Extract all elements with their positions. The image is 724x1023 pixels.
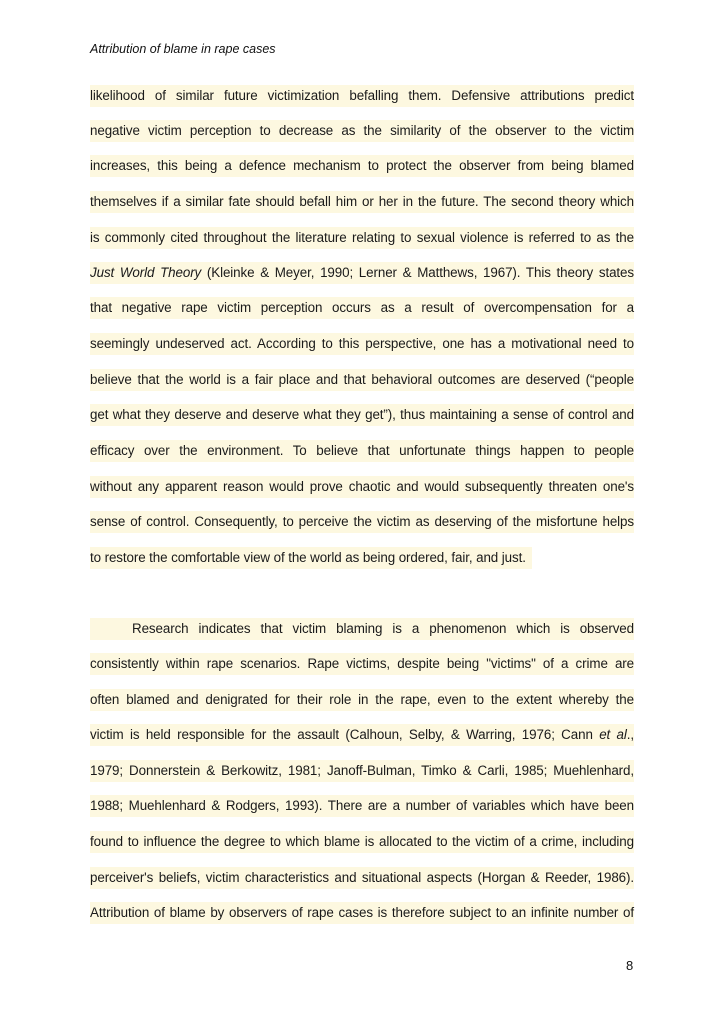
text-line: efficacy over the environment. To believe that unfortunate things happen to people — [90, 440, 634, 462]
text-fragment: victim is held responsible for the assault (Calhoun, Selby, & Warring, 1976; Cann — [90, 727, 593, 742]
text-line: found to influence the degree to which blame is allocated to the victim of a crime, including — [90, 831, 634, 853]
text-fragment: ., — [626, 727, 635, 742]
text-line — [90, 262, 634, 284]
text-line: without any apparent reason would prove chaotic and would subsequently threaten one's — [90, 476, 634, 498]
text-line: themselves if a similar fate should befall him or her in the future. The second theory which — [90, 191, 634, 213]
text-line — [90, 724, 634, 746]
italic-term: Just World Theory — [90, 265, 202, 280]
text-line: is commonly cited throughout the literature relating to sexual violence is referred to as the — [90, 227, 634, 249]
text-line: Attribution of blame by observers of rape cases is therefore subject to an infinite number of — [90, 902, 634, 924]
running-header: Attribution of blame in rape cases — [90, 42, 276, 56]
text-line: get what they deserve and deserve what they get”), thus maintaining a sense of control and — [90, 404, 634, 426]
text-line: sense of control. Consequently, to perceive the victim as deserving of the misfortune helps — [90, 511, 634, 533]
text-line: increases, this being a defence mechanism to protect the observer from being blamed — [90, 155, 634, 177]
italic-etal: et al — [599, 727, 627, 742]
text-line: perceiver's beliefs, victim characteristics and situational aspects (Horgan & Reeder, 1986). — [90, 867, 634, 889]
text-line: to restore the comfortable view of the world as being ordered, fair, and just. — [90, 547, 532, 569]
page-number: 8 — [626, 958, 634, 973]
text-line: seemingly undeserved act. According to this perspective, one has a motivational need to — [90, 333, 634, 355]
text-line: that negative rape victim perception occurs as a result of overcompensation for a — [90, 297, 634, 319]
text-line: believe that the world is a fair place and that behavioral outcomes are deserved (“people — [90, 369, 634, 391]
text-line: 1988; Muehlenhard & Rodgers, 1993). There are a number of variables which have been — [90, 795, 634, 817]
text-line: 1979; Donnerstein & Berkowitz, 1981; Janoff-Bulman, Timko & Carli, 1985; Muehlenhard, — [90, 760, 634, 782]
text-line: consistently within rape scenarios. Rape victims, despite being "victims" of a crime are — [90, 653, 634, 675]
text-fragment: (Kleinke & Meyer, 1990; Lerner & Matthews, 1967). This theory states — [206, 265, 634, 280]
text-line: often blamed and denigrated for their role in the rape, even to the extent whereby the — [90, 689, 634, 711]
text-line: likelihood of similar future victimization befalling them. Defensive attributions predict — [90, 85, 634, 107]
text-line: negative victim perception to decrease as the similarity of the observer to the victim — [90, 120, 634, 142]
text-line: Research indicates that victim blaming is a phenomenon which is observed — [90, 618, 634, 640]
